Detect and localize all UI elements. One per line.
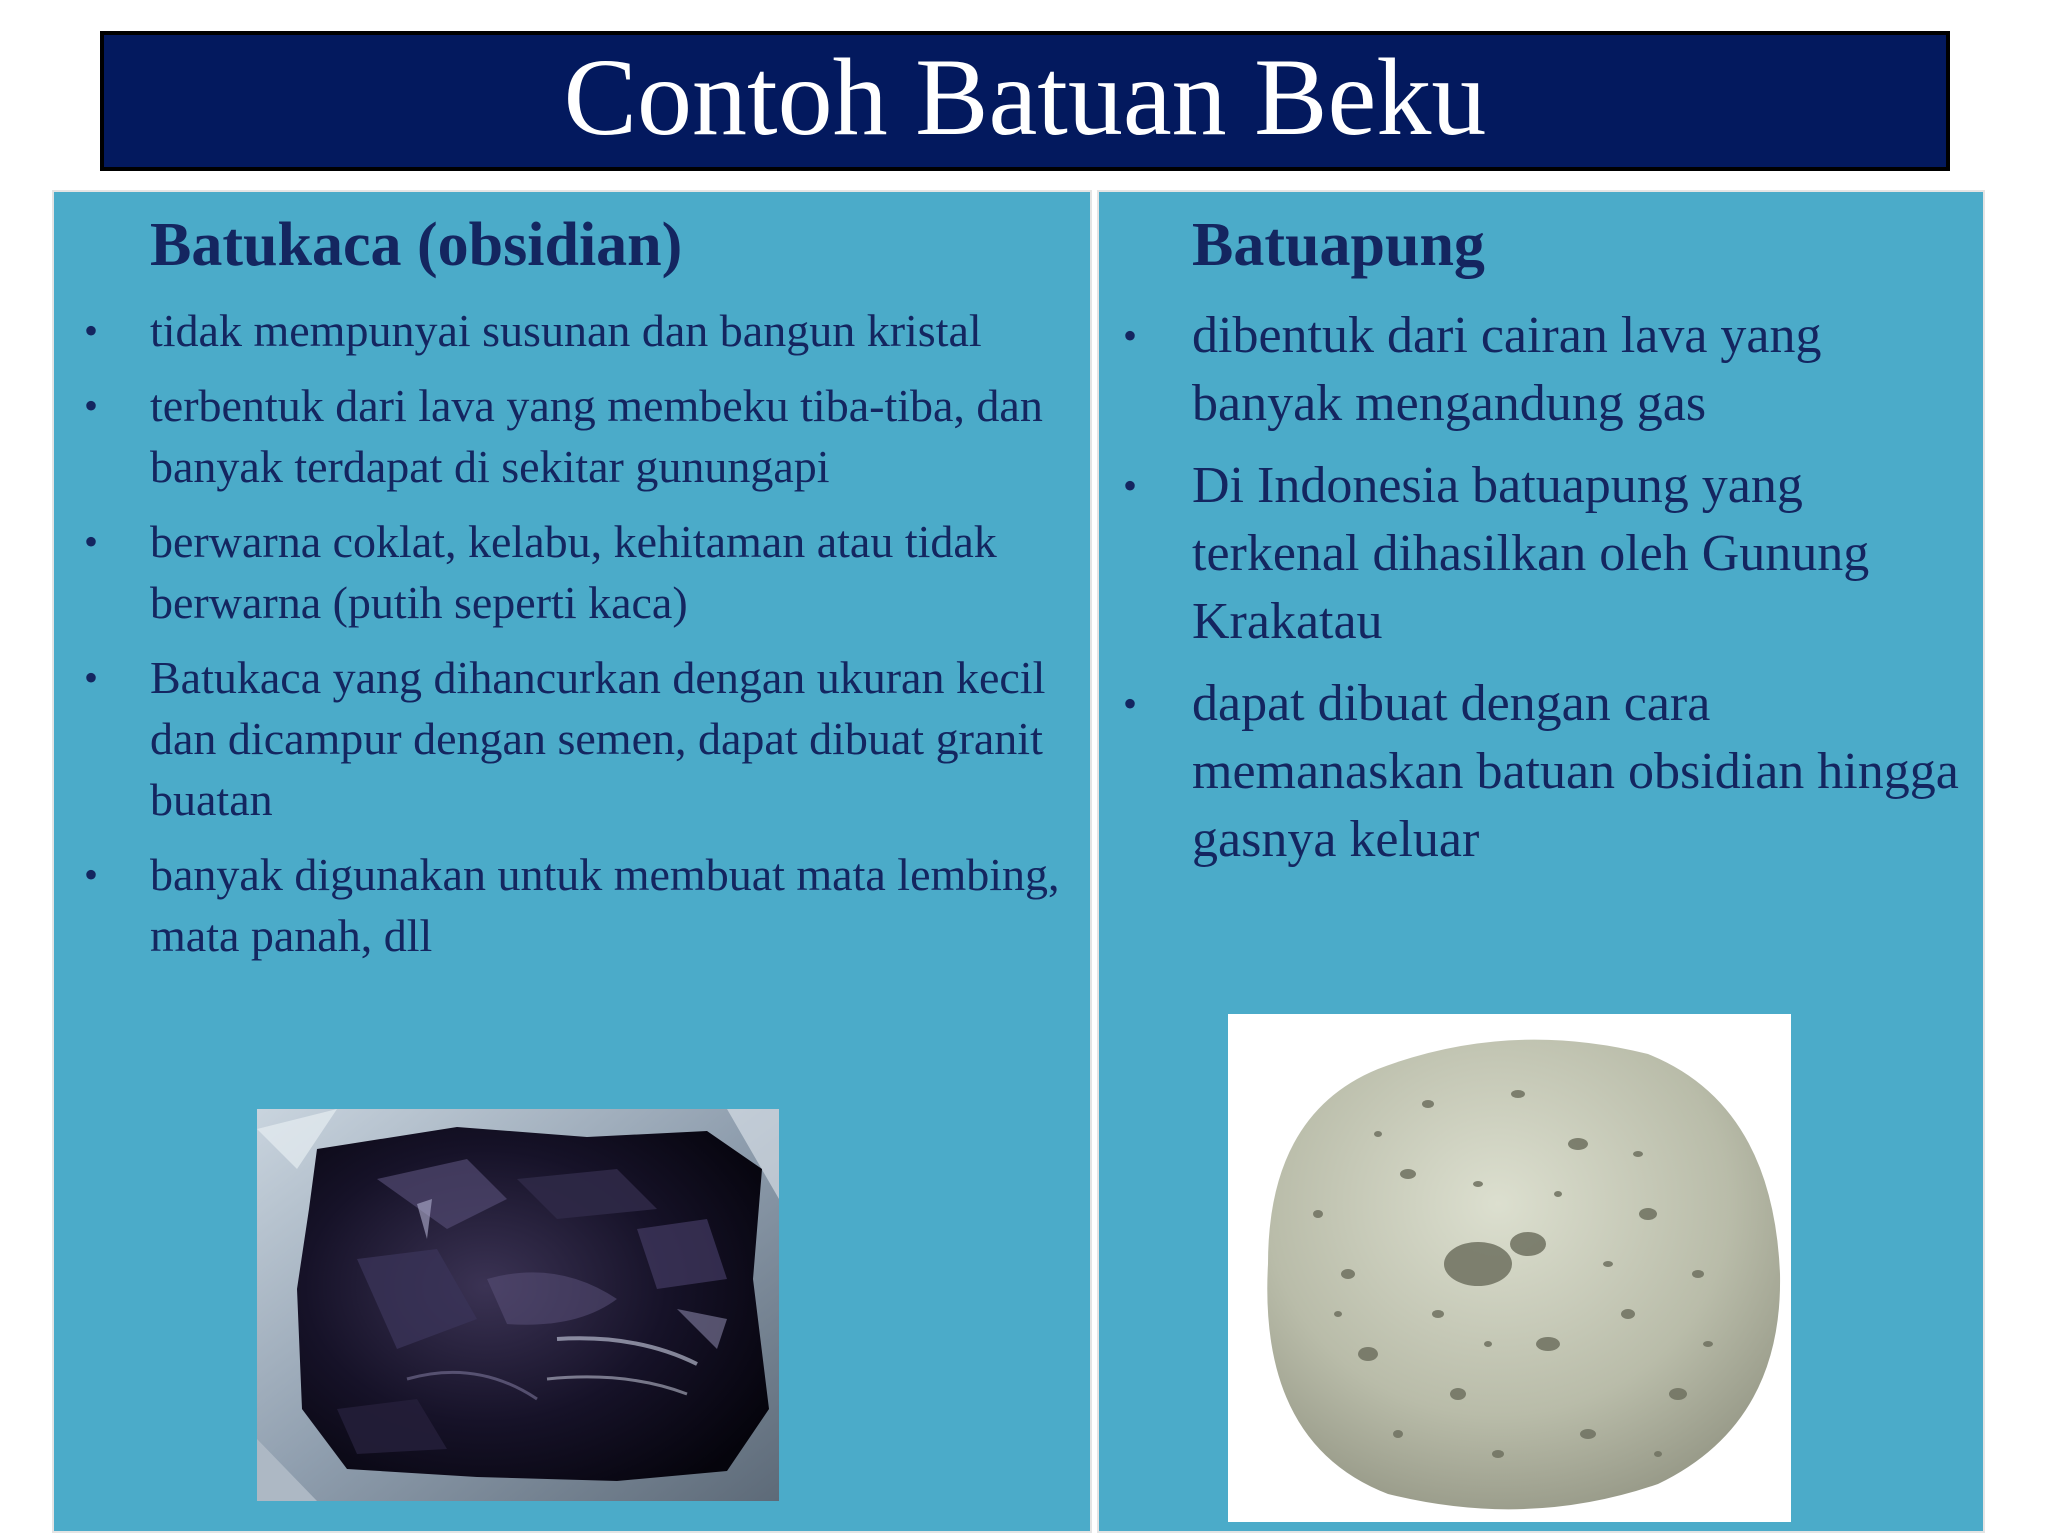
list-item: [1111, 670, 1981, 874]
bullet-icon: •: [84, 852, 99, 897]
bullet-text: banyak digunakan untuk membuat mata lembing, mata panah, dll: [150, 849, 1060, 961]
bullet-icon: •: [84, 519, 99, 564]
list-item: [1111, 452, 1981, 656]
bullet-text: Batukaca yang dihancurkan dengan ukuran kecil dan dicampur dengan semen, dapat dibuat granit buatan: [150, 652, 1046, 825]
bullet-text: terbentuk dari lava yang membeku tiba-tiba, dan banyak terdapat di sekitar gunungapi: [150, 380, 1043, 492]
list-item: [72, 511, 1082, 633]
obsidian-panel: [52, 190, 1092, 1533]
bullet-text: tidak mempunyai susunan dan bangun kristal: [150, 305, 982, 356]
list-item: [1111, 302, 1981, 438]
bullet-icon: •: [1123, 681, 1138, 726]
pumice-panel: [1097, 190, 1985, 1533]
bullet-text: dapat dibuat dengan cara memanaskan batuan obsidian hingga gasnya keluar: [1192, 675, 1959, 868]
obsidian-bullet-list: [72, 300, 1082, 980]
bullet-icon: •: [84, 308, 99, 353]
bullet-icon: •: [1123, 463, 1138, 508]
pumice-bullet-list: [1111, 302, 1981, 888]
list-item: [72, 375, 1082, 497]
slide-title: Contoh Batuan Beku: [563, 36, 1487, 158]
bullet-text: berwarna coklat, kelabu, kehitaman atau tidak berwarna (putih seperti kaca): [150, 516, 997, 628]
pumice-heading: Batuapung: [1192, 211, 1485, 279]
obsidian-heading: Batukaca (obsidian): [150, 211, 683, 279]
bullet-icon: •: [1123, 313, 1138, 358]
list-item: [72, 647, 1082, 830]
pumice-photo: [1228, 1014, 1791, 1522]
title-bar: [100, 31, 1950, 171]
obsidian-photo: [257, 1109, 779, 1501]
bullet-icon: •: [84, 383, 99, 428]
bullet-icon: •: [84, 655, 99, 700]
bullet-text: dibentuk dari cairan lava yang banyak mengandung gas: [1192, 307, 1822, 432]
list-item: [72, 844, 1082, 966]
list-item: [72, 300, 1082, 361]
bullet-text: Di Indonesia batuapung yang terkenal dihasilkan oleh Gunung Krakatau: [1192, 457, 1870, 650]
